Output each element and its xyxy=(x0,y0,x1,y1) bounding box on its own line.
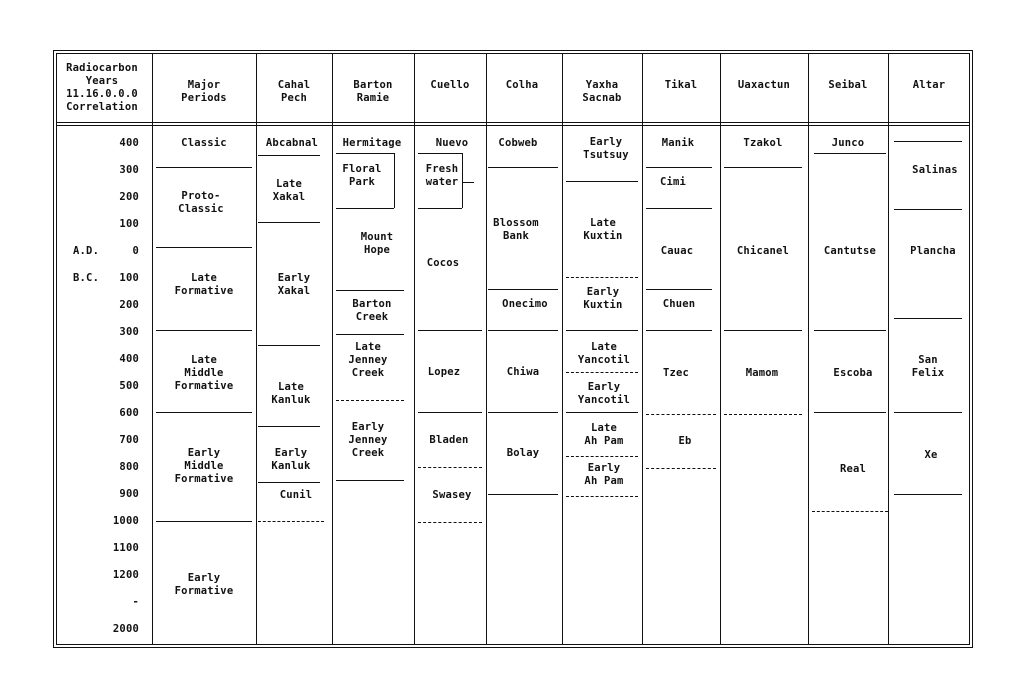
column-header: Tikal xyxy=(664,79,698,91)
phase-boundary xyxy=(894,412,962,413)
phase-boundary xyxy=(724,330,802,331)
phase-label: Chuen xyxy=(662,298,696,310)
phase-label: Early Ah Pam xyxy=(584,462,624,487)
phase-label: Early Formative xyxy=(174,572,234,597)
column-header: Seibal xyxy=(828,79,868,91)
phase-label: Late Jenney Creek xyxy=(348,341,388,379)
phase-label: Cantutse xyxy=(823,245,877,257)
column-divider xyxy=(562,53,563,645)
phase-label: Manik xyxy=(661,137,695,149)
column-divider xyxy=(332,53,333,645)
phase-label: Floral Park xyxy=(342,163,382,188)
phase-boundary xyxy=(646,289,712,290)
phase-boundary xyxy=(418,412,482,413)
column-header: Yaxha Sacnab xyxy=(582,79,622,104)
phase-boundary xyxy=(336,153,394,154)
phase-label: Early Kanluk xyxy=(271,447,311,472)
year-tick-label: 200 xyxy=(119,299,139,311)
column-divider xyxy=(888,53,889,645)
year-tick-label: 500 xyxy=(119,380,139,392)
year-tick-label: 200 xyxy=(119,191,139,203)
phase-label: Late Yancotil xyxy=(577,341,631,366)
phase-boundary xyxy=(488,330,558,331)
phase-label: Cauac xyxy=(660,245,694,257)
phase-label: Chicanel xyxy=(736,245,790,257)
phase-label: Barton Creek xyxy=(352,298,392,323)
column-header: Cuello xyxy=(430,79,470,91)
column-divider xyxy=(462,153,463,208)
column-header: Radiocarbon Years 11.16.0.0.0 Correlation xyxy=(66,62,138,113)
year-tick-label: 2000 xyxy=(112,623,139,635)
column-header: Uaxactun xyxy=(737,79,791,91)
column-divider xyxy=(414,53,415,645)
phase-boundary xyxy=(646,330,712,331)
phase-label: Blossom Bank xyxy=(493,217,539,242)
phase-boundary xyxy=(336,334,404,335)
header-separator xyxy=(56,122,970,123)
phase-boundary xyxy=(488,167,558,168)
phase-label: Proto- Classic xyxy=(178,190,224,215)
year-tick-label: 0 xyxy=(132,245,139,257)
phase-boundary xyxy=(894,494,962,495)
phase-label: Plancha xyxy=(910,245,956,257)
phase-label: Cunil xyxy=(279,489,313,501)
year-tick-label: 300 xyxy=(119,326,139,338)
phase-boundary xyxy=(488,289,558,290)
phase-boundary xyxy=(156,247,252,248)
column-header: Major Periods xyxy=(181,79,227,104)
phase-label: Bolay xyxy=(506,447,540,459)
phase-boundary xyxy=(724,167,802,168)
phase-boundary-dashed xyxy=(724,414,802,415)
phase-boundary xyxy=(258,482,320,483)
phase-label: San Felix xyxy=(911,354,945,379)
column-divider xyxy=(720,53,721,645)
column-header: Altar xyxy=(912,79,946,91)
phase-boundary xyxy=(336,208,394,209)
phase-boundary xyxy=(258,155,320,156)
phase-boundary xyxy=(566,412,638,413)
phase-boundary-dashed xyxy=(336,400,404,401)
phase-label: Late Ah Pam xyxy=(584,422,624,447)
year-tick-label: 1200 xyxy=(112,569,139,581)
phase-label: Early Kuxtin xyxy=(583,286,623,311)
phase-label: Early Xakal xyxy=(277,272,311,297)
phase-label: Abcabnal xyxy=(265,137,319,149)
phase-label: Nuevo xyxy=(435,137,469,149)
year-tick-label: 1000 xyxy=(112,515,139,527)
phase-boundary-dashed xyxy=(812,511,888,512)
phase-boundary xyxy=(156,412,252,413)
phase-label: Xe xyxy=(924,449,938,461)
phase-label: Early Yancotil xyxy=(577,381,631,406)
phase-boundary xyxy=(156,521,252,522)
column-divider xyxy=(152,53,153,645)
phase-boundary-dashed xyxy=(258,521,324,522)
phase-boundary xyxy=(566,181,638,182)
phase-label: Real xyxy=(839,463,867,475)
phase-boundary-dashed xyxy=(646,468,716,469)
column-divider xyxy=(808,53,809,645)
column-divider xyxy=(642,53,643,645)
phase-label: Escoba xyxy=(833,367,873,379)
year-tick-label: 700 xyxy=(119,434,139,446)
year-tick-label: 300 xyxy=(119,164,139,176)
phase-label: Late Formative xyxy=(174,272,234,297)
phase-boundary-dashed xyxy=(566,496,638,497)
phase-boundary xyxy=(814,153,886,154)
year-tick-label: 900 xyxy=(119,488,139,500)
phase-label: Salinas xyxy=(912,164,958,176)
year-tick-label: - xyxy=(132,596,139,608)
year-tick-label: 400 xyxy=(119,353,139,365)
phase-label: Tzec xyxy=(662,367,690,379)
phase-boundary xyxy=(894,318,962,319)
year-tick-label: 400 xyxy=(119,137,139,149)
column-divider xyxy=(256,53,257,645)
phase-label: Late Kuxtin xyxy=(583,217,623,242)
phase-boundary xyxy=(336,290,404,291)
bracket-tick xyxy=(462,182,474,183)
phase-label: Eb xyxy=(678,435,692,447)
phase-boundary xyxy=(814,412,886,413)
phase-boundary xyxy=(336,480,404,481)
phase-boundary-dashed xyxy=(566,372,638,373)
phase-boundary-dashed xyxy=(418,522,482,523)
phase-boundary xyxy=(488,494,558,495)
column-divider xyxy=(394,153,395,208)
phase-boundary xyxy=(258,345,320,346)
era-label-bc: B.C. xyxy=(73,272,100,284)
phase-boundary-dashed xyxy=(566,456,638,457)
year-tick-label: 100 xyxy=(119,272,139,284)
phase-label: Cobweb xyxy=(498,137,538,149)
phase-label: Late Xakal xyxy=(272,178,306,203)
year-tick-label: 800 xyxy=(119,461,139,473)
phase-boundary xyxy=(418,153,462,154)
year-tick-label: 1100 xyxy=(112,542,139,554)
header-separator xyxy=(56,125,970,126)
phase-boundary xyxy=(258,222,320,223)
phase-boundary xyxy=(566,330,638,331)
column-divider xyxy=(486,53,487,645)
column-header: Barton Ramie xyxy=(353,79,393,104)
phase-boundary xyxy=(646,167,712,168)
era-label-ad: A.D. xyxy=(73,245,100,257)
phase-label: Late Middle Formative xyxy=(174,354,234,392)
phase-boundary xyxy=(814,330,886,331)
phase-boundary xyxy=(894,141,962,142)
phase-label: Onecimo xyxy=(502,298,548,310)
phase-label: Late Kanluk xyxy=(271,381,311,406)
phase-label: Lopez xyxy=(427,366,461,378)
phase-boundary xyxy=(156,330,252,331)
phase-label: Chiwa xyxy=(506,366,540,378)
phase-label: Early Tsutsuy xyxy=(583,136,629,161)
phase-boundary xyxy=(646,208,712,209)
phase-label: Mamom xyxy=(745,367,779,379)
phase-boundary xyxy=(418,330,482,331)
phase-boundary xyxy=(894,209,962,210)
phase-boundary xyxy=(156,167,252,168)
phase-boundary-dashed xyxy=(566,277,638,278)
phase-boundary-dashed xyxy=(646,414,716,415)
phase-label: Bladen xyxy=(429,434,469,446)
column-header: Cahal Pech xyxy=(277,79,311,104)
column-header: Colha xyxy=(505,79,539,91)
phase-label: Fresh water xyxy=(425,163,459,188)
phase-boundary xyxy=(488,412,558,413)
phase-label: Classic xyxy=(181,137,227,149)
phase-label: Tzakol xyxy=(743,137,783,149)
phase-boundary xyxy=(418,208,462,209)
phase-boundary xyxy=(258,426,320,427)
year-tick-label: 100 xyxy=(119,218,139,230)
phase-label: Swasey xyxy=(432,489,472,501)
phase-boundary-dashed xyxy=(418,467,482,468)
phase-label: Junco xyxy=(831,137,865,149)
phase-label: Early Middle Formative xyxy=(174,447,234,485)
phase-label: Hermitage xyxy=(342,137,402,149)
phase-label: Mount Hope xyxy=(360,231,394,256)
phase-label: Cocos xyxy=(426,257,460,269)
phase-label: Cimi xyxy=(659,176,687,188)
year-tick-label: 600 xyxy=(119,407,139,419)
phase-label: Early Jenney Creek xyxy=(348,421,388,459)
